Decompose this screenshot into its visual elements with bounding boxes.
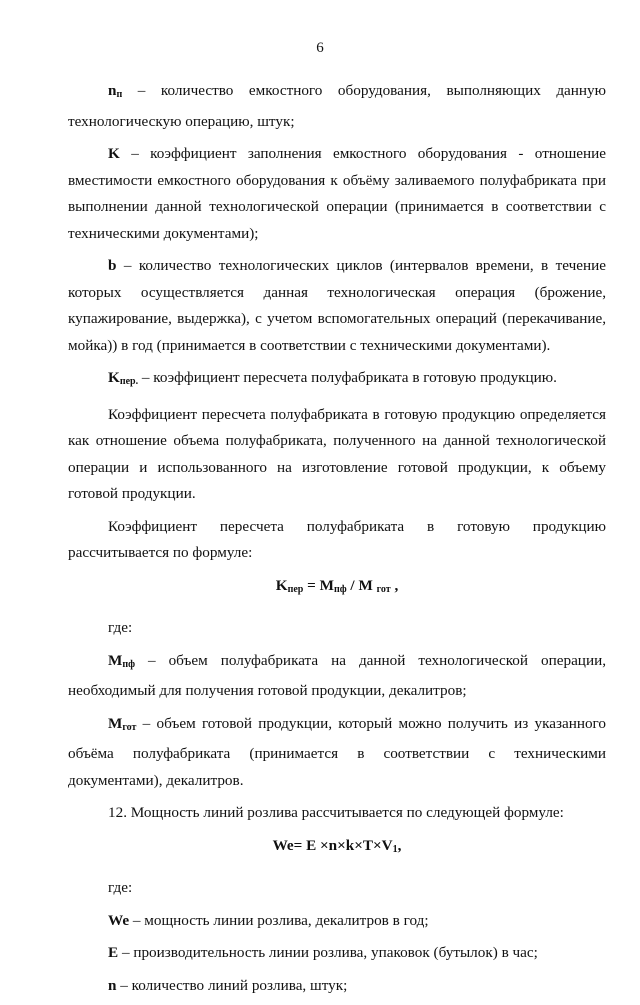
page-content: [68, 78, 606, 1005]
definition-e: E – производительность линии розлива, упаковок (бутылок) в час;: [108, 944, 538, 961]
definition-n-p: $n_п$ – количество емкостного оборудования, выполняющих данную технологическую операцию, штук;: [68, 82, 606, 130]
definition-n: n – количество линий розлива, штук;: [108, 976, 348, 994]
where-label-2: где:: [108, 879, 133, 896]
formula-we: $We= E \times n\times k\times T\times V_1$,: [272, 836, 402, 855]
paragraph-item-12: 12. Мощность линий розлива рассчитывается по следующей формуле:: [108, 804, 564, 821]
definition-we: We – мощность линии розлива, декалитров в год;: [108, 911, 429, 929]
page-number: 6: [316, 40, 324, 56]
where-label-1: где:: [108, 619, 133, 636]
definition-b: b – количество технологических циклов (интервалов времени, в течение которых осуществляется данная технологическая операция (брожение, купажирование, выдержка), с учетом вспомогательных операций (перекачивание, мойка)) в год (принимается в соответствии с техническими документами).: [68, 257, 606, 354]
definition-m-pf: $M_{пф}$ – объем полуфабриката на данной технологической операции, необходимый для получения готовой продукции, декалитров;: [68, 651, 606, 699]
definition-k-per: $K_{пер.}$ – коэффициент пересчета полуфабриката в готовую продукцию.: [108, 369, 557, 387]
formula-k-per: $K_{пер} = M_{пф} / M$ $_{гот}$ ,: [275, 576, 399, 595]
definition-m-got: $M_{гот}$ – объем готовой продукции, который можно получить из указанного объёма полуфабриката (принимается в соответствии с техническими документами), декалитров.: [68, 714, 606, 789]
definition-k: K – коэффициент заполнения емкостного оборудования - отношение вместимости емкостного оборудования к объёму заливаемого полуфабриката при выполнении данной технологической операции (принимается в соответствии с техническими документами);: [68, 145, 606, 242]
paragraph-coefficient-formula-intro: Коэффициент пересчета полуфабриката в готовую продукцию рассчитывается по формуле:: [68, 517, 606, 561]
paragraph-coefficient-definition: Коэффициент пересчета полуфабриката в готовую продукцию определяется как отношение объема полуфабриката, полученного на данной технологической операции и использованного на изготовление готовой продукции, к объему готовой продукции.: [68, 405, 606, 502]
